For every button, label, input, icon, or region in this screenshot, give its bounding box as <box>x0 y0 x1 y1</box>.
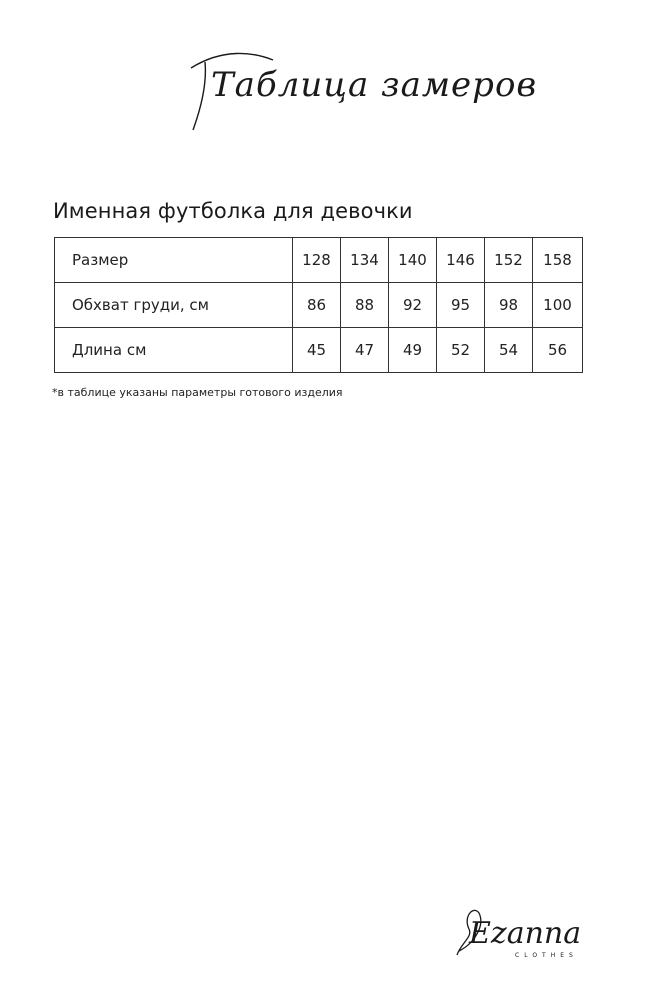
table-cell: 134 <box>341 238 389 283</box>
table-cell: 47 <box>341 328 389 373</box>
brand-logo <box>455 895 630 975</box>
row-label-length: Длина см <box>55 328 293 373</box>
row-label-size: Размер <box>55 238 293 283</box>
table-cell: 92 <box>389 283 437 328</box>
script-title-text: Таблица замеров <box>211 65 538 105</box>
table-cell: 158 <box>533 238 583 283</box>
table-row <box>55 238 583 283</box>
table-cell: 100 <box>533 283 583 328</box>
table-cell: 98 <box>485 283 533 328</box>
table-cell: 45 <box>293 328 341 373</box>
product-title: Именная футболка для девочки <box>53 199 413 223</box>
table-cell: 140 <box>389 238 437 283</box>
table-cell: 52 <box>437 328 485 373</box>
table-row <box>55 328 583 373</box>
logo-subtitle: CLOTHES <box>515 952 578 959</box>
logo-graphic <box>455 895 630 975</box>
table-cell: 128 <box>293 238 341 283</box>
title-flourish-stem <box>193 62 205 130</box>
row-label-chest: Обхват груди, см <box>55 283 293 328</box>
table-cell: 152 <box>485 238 533 283</box>
page-title <box>183 38 538 138</box>
table-cell: 54 <box>485 328 533 373</box>
table-cell: 86 <box>293 283 341 328</box>
table-cell: 56 <box>533 328 583 373</box>
table-cell: 88 <box>341 283 389 328</box>
footnote: *в таблице указаны параметры готового изделия <box>52 386 343 399</box>
table-row <box>55 283 583 328</box>
logo-wordmark: Ezanna <box>469 916 582 951</box>
size-table <box>54 237 583 373</box>
table-cell: 146 <box>437 238 485 283</box>
table-cell: 95 <box>437 283 485 328</box>
table-cell: 49 <box>389 328 437 373</box>
script-title-graphic <box>183 38 538 138</box>
